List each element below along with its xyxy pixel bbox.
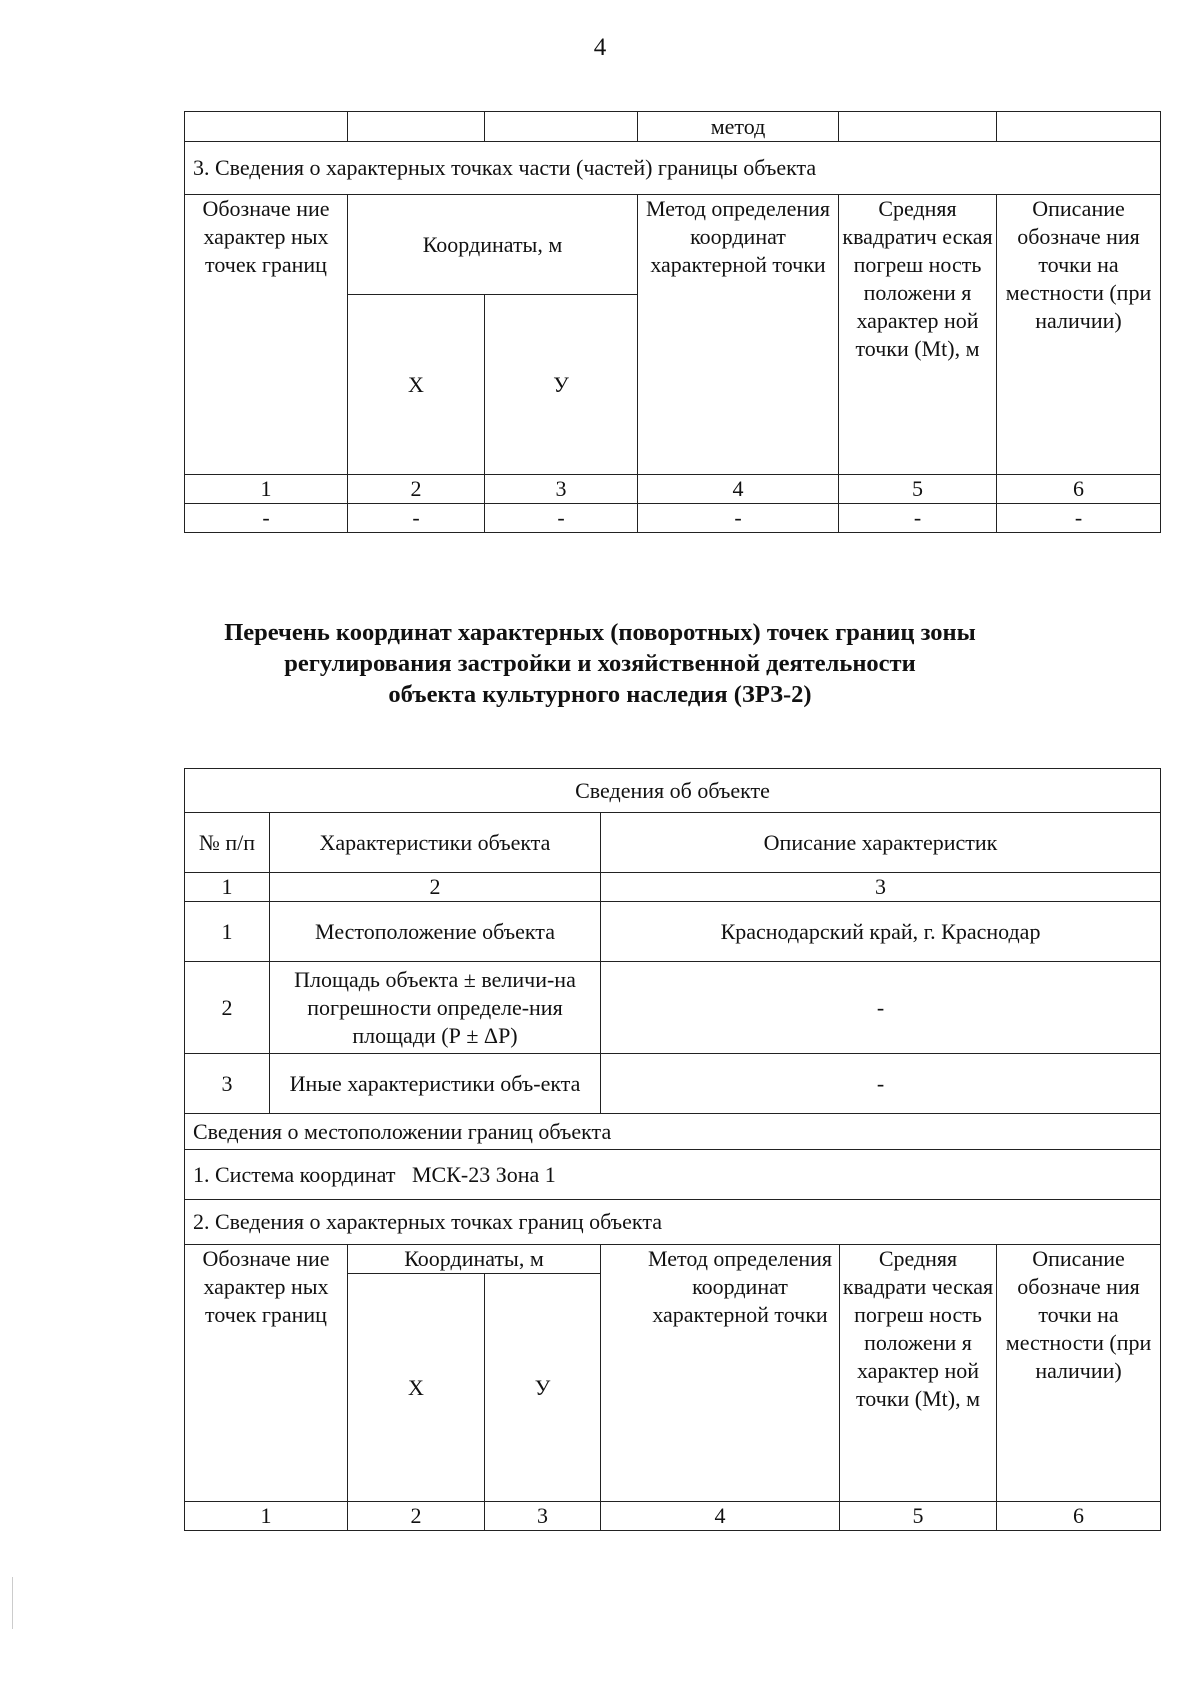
characteristic-cell: Местоположение объекта <box>270 902 601 962</box>
table-row <box>185 504 1161 533</box>
description-cell: - <box>601 962 1161 1054</box>
column-number: 5 <box>839 475 997 504</box>
heading-line: объекта культурного наследия (ЗРЗ-2) <box>388 681 812 708</box>
table-row <box>185 1200 1161 1245</box>
table-row <box>185 1114 1161 1150</box>
dash-cell: - <box>185 504 348 533</box>
table-row <box>185 902 1161 962</box>
table-row <box>185 112 1161 142</box>
table-cell <box>348 112 485 142</box>
characteristics-header: Характеристики объекта <box>270 813 601 873</box>
number-header: № п/п <box>185 813 270 873</box>
column-number: 5 <box>840 1502 997 1531</box>
dash-cell: - <box>839 504 997 533</box>
header-row <box>185 195 1161 295</box>
table-row <box>185 1150 1161 1200</box>
characteristic-cell: Иные характеристики объ-екта <box>270 1054 601 1114</box>
description-header: Описание обозначе ния точки на местности (при наличии) <box>997 195 1161 475</box>
description-header: Описание обозначе ния точки на местности (при наличии) <box>997 1245 1161 1502</box>
row-number: 2 <box>185 962 270 1054</box>
characteristic-cell: Площадь объекта ± величи-на погрешности определе-ния площади (Р ± ΔР) <box>270 962 601 1054</box>
column-number: 2 <box>348 1502 485 1531</box>
table-row <box>185 962 1161 1054</box>
coordinates-header: Координаты, м <box>348 195 638 295</box>
coordinates-header: Координаты, м <box>348 1245 601 1274</box>
dash-cell: - <box>348 504 485 533</box>
header-row <box>185 813 1161 873</box>
coordinate-system-row <box>185 1150 1161 1200</box>
x-header: Х <box>348 1274 485 1502</box>
dash-cell: - <box>485 504 638 533</box>
column-number: 1 <box>185 873 270 902</box>
object-info-table <box>184 768 1161 1531</box>
document-heading <box>0 617 1200 710</box>
column-number: 6 <box>997 1502 1161 1531</box>
column-number: 4 <box>638 475 839 504</box>
table-row <box>185 142 1161 195</box>
points-title: 2. Сведения о характерных точках границ объекта <box>185 1200 1161 1245</box>
method-header: Метод определения координат характерной точки <box>601 1245 840 1502</box>
coordinate-system-label: 1. Система координат <box>193 1161 396 1187</box>
error-header: Средняя квадрати ческая погреш ность положени я характер ной точки (Mt), м <box>840 1245 997 1502</box>
column-numbers-row <box>185 475 1161 504</box>
method-header: Метод определения координат характерной точки <box>638 195 839 475</box>
column-numbers-row <box>185 873 1161 902</box>
y-header: У <box>485 1274 601 1502</box>
description-cell: - <box>601 1054 1161 1114</box>
column-number: 4 <box>601 1502 840 1531</box>
object-info-title: Сведения об объекте <box>185 769 1161 813</box>
designation-header: Обозначе ние характер ных точек границ <box>185 195 348 475</box>
designation-header: Обозначе ние характер ных точек границ <box>185 1245 348 1502</box>
x-header: Х <box>348 295 485 475</box>
dash-cell: - <box>997 504 1161 533</box>
column-number: 3 <box>485 475 638 504</box>
column-number: 1 <box>185 475 348 504</box>
heading-line: регулирования застройки и хозяйственной деятельности <box>284 650 916 677</box>
description-header: Описание характеристик <box>601 813 1161 873</box>
column-number: 3 <box>485 1502 601 1531</box>
column-number: 6 <box>997 475 1161 504</box>
table-cell <box>485 112 638 142</box>
heading-line: Перечень координат характерных (поворотных) точек границ зоны <box>224 619 976 646</box>
section-title: 3. Сведения о характерных точках части (частей) границы объекта <box>185 142 1161 195</box>
page-number: 4 <box>593 34 607 61</box>
table-cell <box>185 112 348 142</box>
dash-cell: - <box>638 504 839 533</box>
column-number: 3 <box>601 873 1161 902</box>
table-cell <box>997 112 1161 142</box>
column-numbers-row <box>185 1502 1161 1531</box>
location-title: Сведения о местоположении границ объекта <box>185 1114 1161 1150</box>
column-number: 2 <box>270 873 601 902</box>
table-row <box>185 1054 1161 1114</box>
scan-margin-mark <box>12 1577 13 1629</box>
column-number: 2 <box>348 475 485 504</box>
table-row <box>185 769 1161 813</box>
table-cell <box>839 112 997 142</box>
error-header: Средняя квадратич еская погреш ность положени я характер ной точки (Mt), м <box>839 195 997 475</box>
row-number: 3 <box>185 1054 270 1114</box>
method-continuation-cell: метод <box>638 112 839 142</box>
y-header: У <box>485 295 638 475</box>
boundary-points-table-part <box>184 111 1161 533</box>
coordinate-system-value: МСК-23 Зона 1 <box>411 1161 556 1187</box>
row-number: 1 <box>185 902 270 962</box>
column-number: 1 <box>185 1502 348 1531</box>
description-cell: Краснодарский край, г. Краснодар <box>601 902 1161 962</box>
header-row <box>185 1245 1161 1274</box>
